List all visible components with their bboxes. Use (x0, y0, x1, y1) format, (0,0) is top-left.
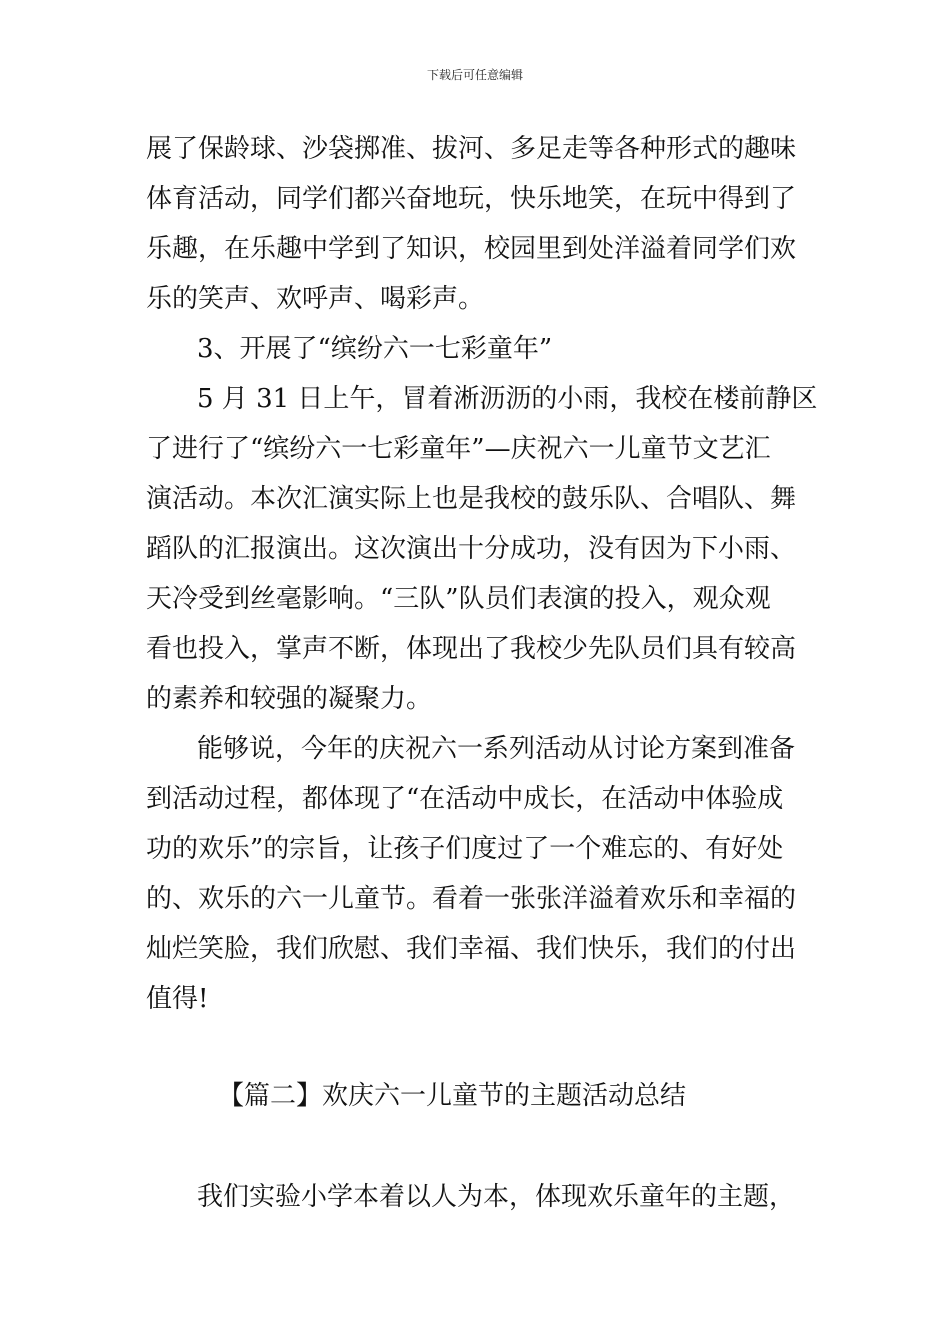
paragraph-line: 到活动过程，都体现了“在活动中成长，在活动中体验成 (146, 784, 784, 814)
paragraph-line: 乐趣，在乐趣中学到了知识，校园里到处洋溢着同学们欢 (146, 234, 797, 264)
paragraph-line: 看也投入，掌声不断，体现出了我校少先队员们具有较高 (146, 634, 797, 664)
paragraph-line: 灿烂笑脸，我们欣慰、我们幸福、我们快乐，我们的付出 (146, 934, 797, 964)
paragraph-line: 功的欢乐”的宗旨，让孩子们度过了一个难忘的、有好处 (146, 834, 784, 864)
paragraph-line: 的、欢乐的六一儿童节。看着一张张洋溢着欢乐和幸福的 (146, 884, 797, 914)
paragraph-line: 我们实验小学本着以人为本，体现欢乐童年的主题， (197, 1182, 796, 1212)
paragraph-line: 体育活动，同学们都兴奋地玩，快乐地笑，在玩中得到了 (146, 184, 797, 214)
paragraph-line: 天冷受到丝毫影响。“三队”队员们表演的投入，观众观 (146, 584, 771, 614)
paragraph-line: 能够说，今年的庆祝六一系列活动从讨论方案到准备 (197, 734, 796, 764)
section-heading: 3、开展了“缤纷六一七彩童年” (197, 334, 553, 364)
paragraph-line: 乐的笑声、欢呼声、喝彩声。 (146, 284, 485, 314)
paragraph-line: 的素养和较强的凝聚力。 (146, 684, 433, 714)
paragraph-line: 展了保龄球、沙袋掷准、拔河、多足走等各种形式的趣味 (146, 134, 797, 164)
paragraph-line: 蹈队的汇报演出。这次演出十分成功，没有因为下小雨、 (146, 534, 797, 564)
paragraph-line: 值得! (146, 984, 209, 1014)
paragraph-line: 了进行了“缤纷六一七彩童年”—庆祝六一儿童节文艺汇 (146, 434, 771, 464)
paragraph-line: 5 月 31 日上午，冒着淅沥沥的小雨，我校在楼前静区 (197, 384, 818, 414)
chapter-title: 【篇二】欢庆六一儿童节的主题活动总结 (218, 1081, 687, 1111)
page-header: 下载后可任意编辑 (426, 68, 523, 82)
paragraph-line: 演活动。本次汇演实际上也是我校的鼓乐队、合唱队、舞 (146, 484, 797, 514)
